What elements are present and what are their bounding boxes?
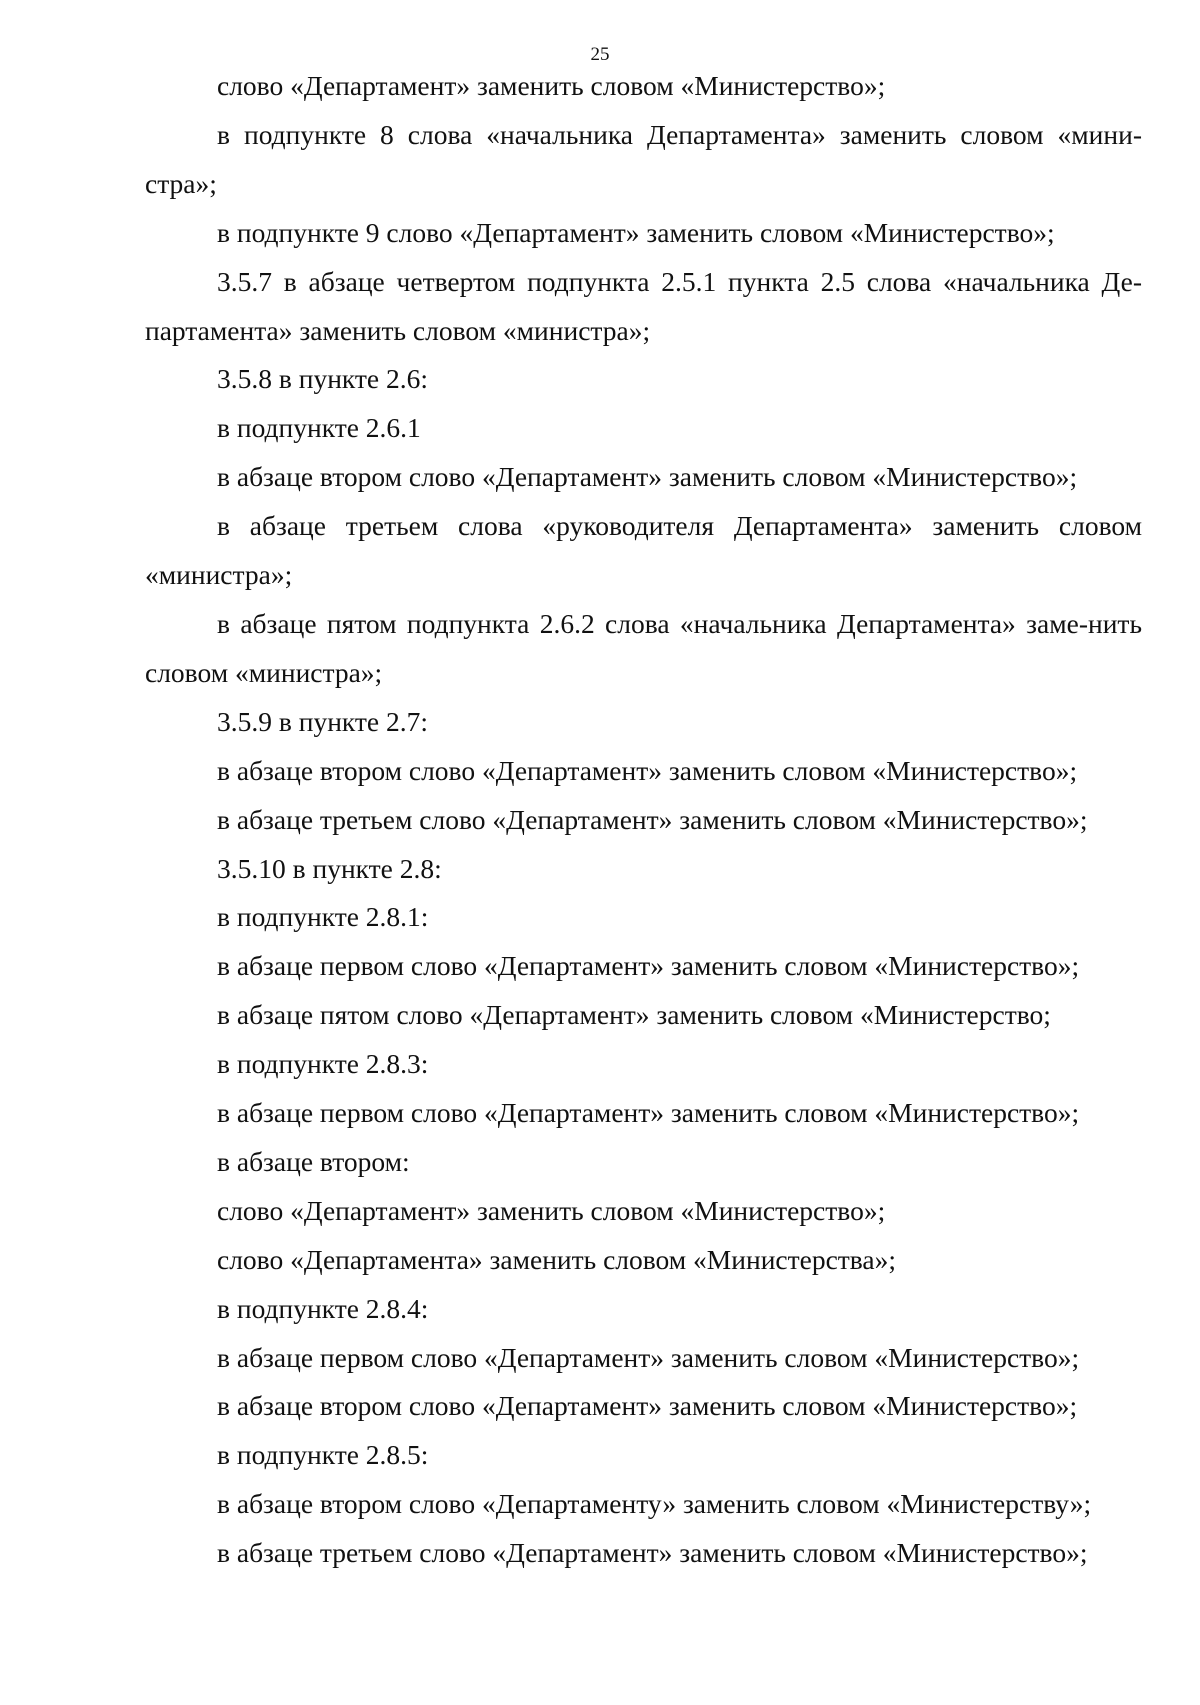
paragraph: слово «Департамента» заменить словом «Министерства»; bbox=[217, 1243, 897, 1275]
paragraph: в подпункте 2.8.5: bbox=[217, 1439, 429, 1471]
paragraph: в подпункте 9 слово «Департамент» заменить словом «Министерство»; bbox=[217, 216, 1055, 248]
paragraph: 3.5.7 в абзаце четвертом подпункта 2.5.1 пункта 2.5 слова «начальника Де-партамента» заменить словом «министра»; bbox=[145, 265, 1142, 346]
paragraph: в абзаце третьем слова «руководителя Департамента» заменить словом «министра»; bbox=[145, 510, 1142, 591]
paragraph: в абзаце втором слово «Департамент» заменить словом «Министерство»; bbox=[217, 1390, 1078, 1422]
paragraph: в абзаце третьем слово «Департамент» заменить словом «Министерство»; bbox=[217, 803, 1088, 835]
paragraph: в абзаце втором слово «Департамент» заменить словом «Министерство»; bbox=[217, 461, 1078, 493]
paragraph: в подпункте 8 слова «начальника Департамента» заменить словом «мини-стра»; bbox=[145, 118, 1142, 199]
document-body bbox=[145, 62, 1142, 1578]
paragraph: в абзаце втором: bbox=[217, 1145, 410, 1177]
paragraph: в абзаце пятом подпункта 2.6.2 слова «начальника Департамента» заме-нить словом «министра»; bbox=[145, 607, 1142, 688]
paragraph: 3.5.8 в пункте 2.6: bbox=[217, 363, 429, 395]
paragraph: в подпункте 2.8.4: bbox=[217, 1292, 429, 1324]
paragraph: в абзаце третьем слово «Департамент» заменить словом «Министерство»; bbox=[217, 1537, 1088, 1569]
paragraph: в абзаце первом слово «Департамент» заменить словом «Министерство»; bbox=[217, 950, 1080, 982]
paragraph: в абзаце первом слово «Департамент» заменить словом «Министерство»; bbox=[217, 1097, 1080, 1129]
page-number: 25 bbox=[590, 44, 610, 65]
paragraph: в подпункте 2.8.3: bbox=[217, 1048, 429, 1080]
paragraph: в абзаце пятом слово «Департамент» заменить словом «Министерство; bbox=[217, 999, 1051, 1031]
paragraph: в абзаце втором слово «Департамент» заменить словом «Министерство»; bbox=[217, 754, 1078, 786]
paragraph: 3.5.9 в пункте 2.7: bbox=[217, 705, 429, 737]
paragraph: слово «Департамент» заменить словом «Министерство»; bbox=[217, 70, 886, 101]
paragraph: слово «Департамент» заменить словом «Министерство»; bbox=[217, 1194, 886, 1226]
paragraph: 3.5.10 в пункте 2.8: bbox=[217, 852, 442, 884]
paragraph: в подпункте 2.8.1: bbox=[217, 901, 429, 933]
paragraph: в абзаце втором слово «Департаменту» заменить словом «Министерству»; bbox=[217, 1488, 1092, 1520]
paragraph: в подпункте 2.6.1 bbox=[217, 412, 421, 444]
paragraph: в абзаце первом слово «Департамент» заменить словом «Министерство»; bbox=[217, 1341, 1080, 1373]
